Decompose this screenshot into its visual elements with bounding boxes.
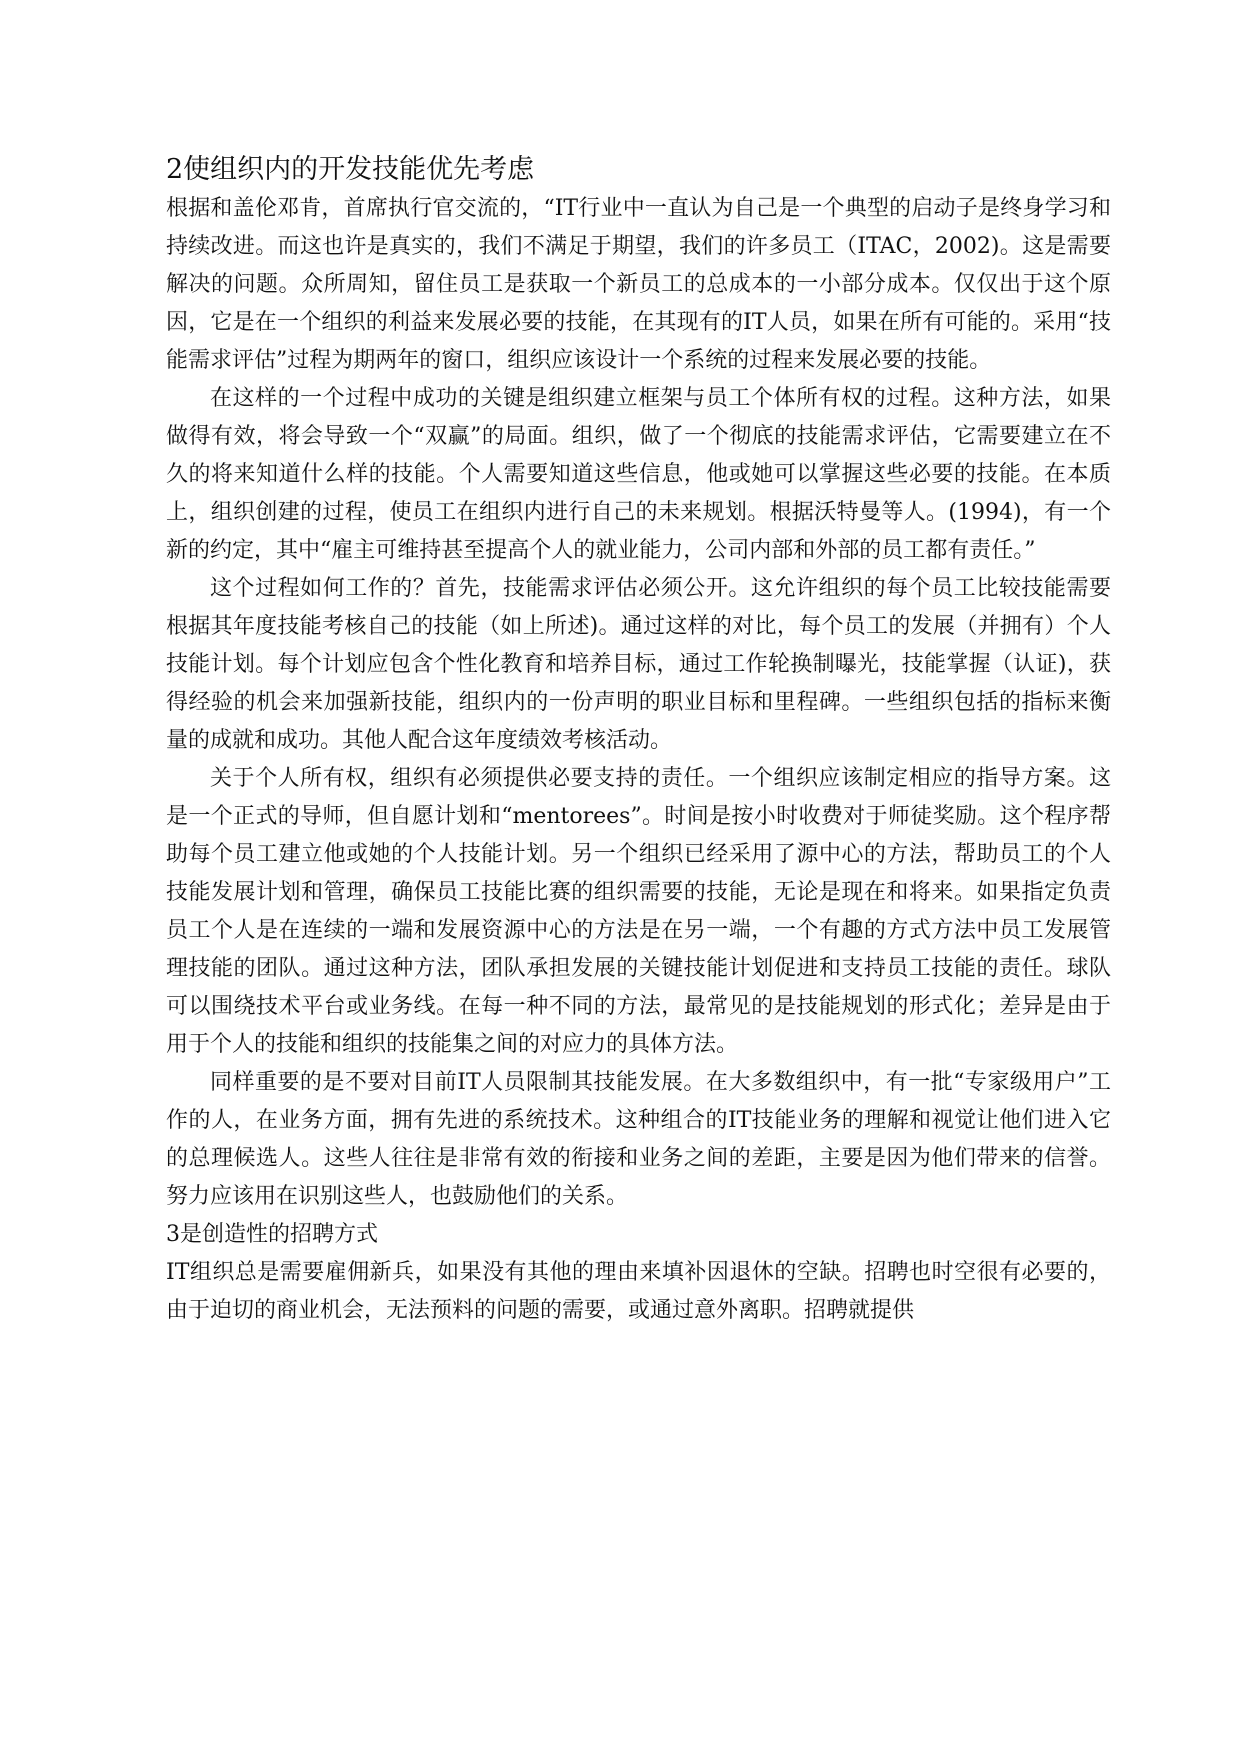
section-2-paragraph-1: 根据和盖伦邓肯，首席执行官交流的，“IT行业中一直认为自己是一个典型的启动子是终身学习和持续改进。而这也许是真实的，我们不满足于期望，我们的许多员工（ITAC，2002)。这是需要解决的问题。众所周知，留住员工是获取一个新员工的总成本的一小部分成本。仅仅出于这个原因，它是在一个组织的利益来发展必要的技能，在其现有的IT人员，如果在所有可能的。采用“技能需求评估”过程为期两年的窗口，组织应该设计一个系统的过程来发展必要的技能。 [166, 196, 1111, 373]
section-2-paragraph-3: 这个过程如何工作的？首先，技能需求评估必须公开。这允许组织的每个员工比较技能需要根据其年度技能考核自己的技能（如上所述)。通过这样的对比，每个员工的发展（并拥有）个人技能计划。每个计划应包含个性化教育和培养目标，通过工作轮换制曝光，技能掌握（认证)，获得经验的机会来加强新技能，组织内的一份声明的职业目标和里程碑。一些组织包括的指标来衡量的成就和成功。其他人配合这年度绩效考核活动。 [166, 576, 1111, 753]
section-3-heading: 3是创造性的招聘方式 [166, 1222, 378, 1247]
section-3-paragraph-1: IT组织总是需要雇佣新兵，如果没有其他的理由来填补因退休的空缺。招聘也时空很有必要的，由于迫切的商业机会，无法预料的问题的需要，或通过意外离职。招聘就提供 [166, 1260, 1111, 1323]
section-2-paragraph-2: 在这样的一个过程中成功的关键是组织建立框架与员工个体所有权的过程。这种方法，如果做得有效，将会导致一个“双赢”的局面。组织，做了一个彻底的技能需求评估，它需要建立在不久的将来知道什么样的技能。个人需要知道这些信息，他或她可以掌握这些必要的技能。在本质上，组织创建的过程，使员工在组织内进行自己的未来规划。根据沃特曼等人。(1994)，有一个新的约定，其中“雇主可维持甚至提高个人的就业能力，公司内部和外部的员工都有责任。” [166, 386, 1111, 563]
section-2-heading: 2使组织内的开发技能优先考虑 [166, 154, 535, 185]
document-page [166, 150, 1111, 1330]
section-2-paragraph-5: 同样重要的是不要对目前IT人员限制其技能发展。在大多数组织中，有一批“专家级用户”工作的人，在业务方面，拥有先进的系统技术。这种组合的IT技能业务的理解和视觉让他们进入它的总理候选人。这些人往往是非常有效的衔接和业务之间的差距，主要是因为他们带来的信誉。努力应该用在识别这些人，也鼓励他们的关系。 [166, 1070, 1111, 1209]
section-2-paragraph-4: 关于个人所有权，组织有必须提供必要支持的责任。一个组织应该制定相应的指导方案。这是一个正式的导师，但自愿计划和“mentorees”。时间是按小时收费对于师徒奖励。这个程序帮助每个员工建立他或她的个人技能计划。另一个组织已经采用了源中心的方法，帮助员工的个人技能发展计划和管理，确保员工技能比赛的组织需要的技能，无论是现在和将来。如果指定负责员工个人是在连续的一端和发展资源中心的方法是在另一端，一个有趣的方式方法中员工发展管理技能的团队。通过这种方法，团队承担发展的关键技能计划促进和支持员工技能的责任。球队可以围绕技术平台或业务线。在每一种不同的方法，最常见的是技能规划的形式化；差异是由于用于个人的技能和组织的技能集之间的对应力的具体方法。 [166, 766, 1111, 1057]
